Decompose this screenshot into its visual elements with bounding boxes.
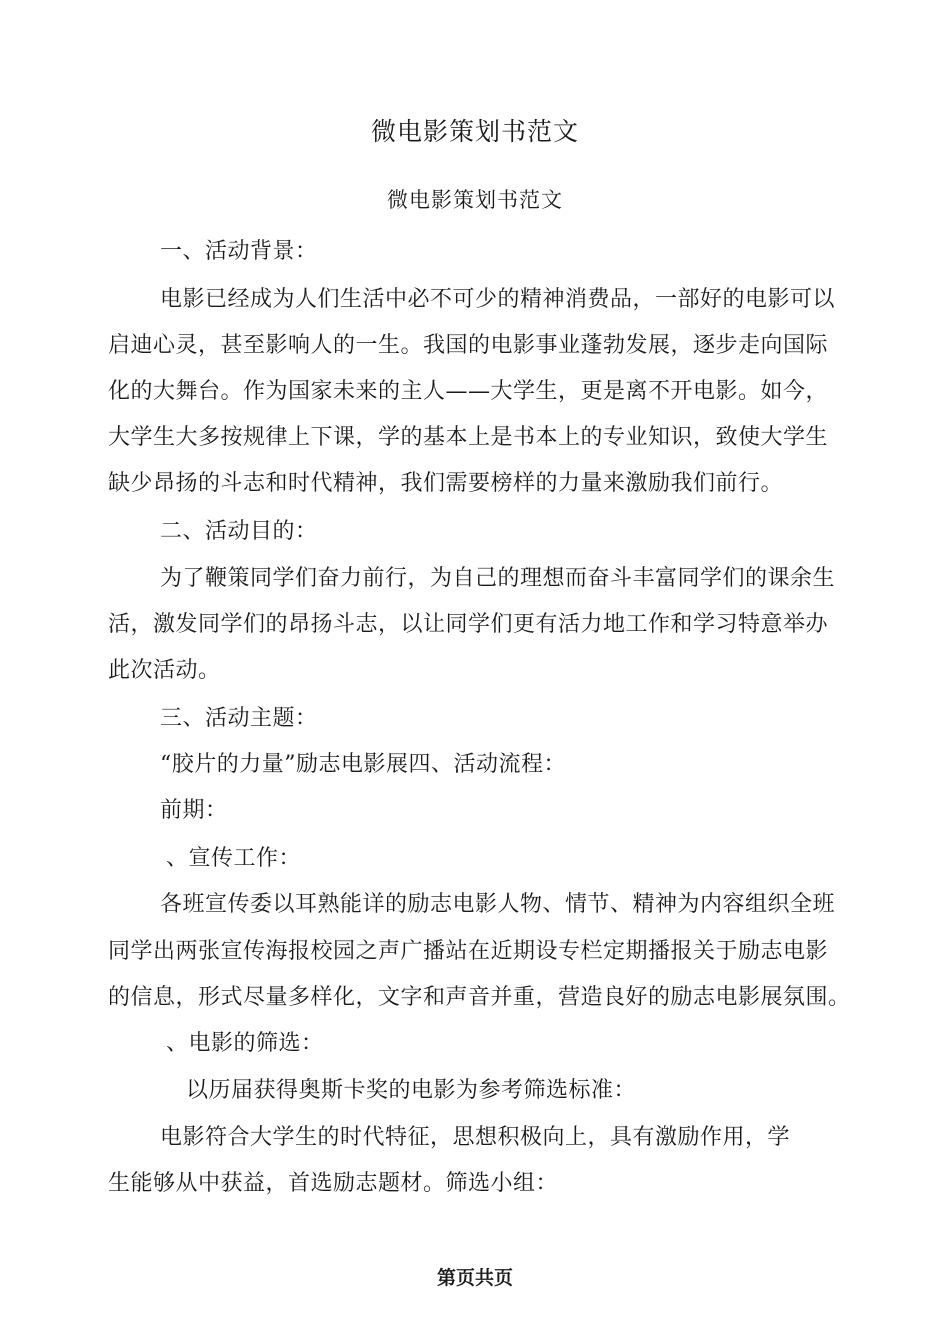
paragraph-line: 为了鞭策同学们奋力前行，为自己的理想而奋斗丰富同学们的课余生 xyxy=(160,566,836,591)
subsection-heading-selection: 、电影的筛选： xyxy=(166,1031,324,1056)
section-heading-purpose: 二、活动目的： xyxy=(160,519,318,544)
subsection-heading-publicity: 、宣传工作： xyxy=(166,846,302,871)
paragraph-line: 大学生大多按规律上下课，学的基本上是书本上的专业知识，致使大学生 xyxy=(108,425,829,450)
paragraph-line: 电影符合大学生的时代特征，思想积极向上，具有激励作用，学 xyxy=(160,1125,791,1150)
paragraph-line: “胶片的力量”励志电影展四、活动流程： xyxy=(160,752,566,777)
paragraph-line: 生能够从中获益，首选励志题材。筛选小组： xyxy=(108,1171,559,1196)
paragraph-line: 化的大舞台。作为国家未来的主人——大学生，更是离不开电影。如今， xyxy=(108,379,829,404)
paragraph-line: 缺少昂扬的斗志和时代精神，我们需要榜样的力量来激励我们前行。 xyxy=(108,471,784,496)
section-heading-background: 一、活动背景： xyxy=(160,239,318,264)
paragraph-line: 各班宣传委以耳熟能详的励志电影人物、情节、精神为内容组织全班 xyxy=(160,892,836,917)
paragraph-line: 启迪心灵，甚至影响人的一生。我国的电影事业蓬勃发展，逐步走向国际 xyxy=(108,333,829,358)
paragraph-line: 此次活动。 xyxy=(108,658,221,683)
document-subtitle: 微电影策划书范文 xyxy=(387,188,563,212)
paragraph-line: 的信息，形式尽量多样化，文字和声音并重，营造良好的励志电影展氛围。 xyxy=(108,985,851,1010)
paragraph-line: 活，激发同学们的昂扬斗志，以让同学们更有活力地工作和学习特意举办 xyxy=(108,612,829,637)
document-title: 微电影策划书范文 xyxy=(370,117,579,146)
paragraph-line: 同学出两张宣传海报校园之声广播站在近期设专栏定期播报关于励志电影 xyxy=(108,939,829,964)
section-heading-theme: 三、活动主题： xyxy=(160,706,318,731)
paragraph-line: 电影已经成为人们生活中必不可少的精神消费品，一部好的电影可以 xyxy=(160,287,836,312)
paragraph-line: 前期： xyxy=(160,798,228,823)
paragraph-line: 以历届获得奥斯卡奖的电影为参考筛选标准： xyxy=(186,1078,637,1103)
page-footer: 第页共页 xyxy=(436,1267,513,1289)
